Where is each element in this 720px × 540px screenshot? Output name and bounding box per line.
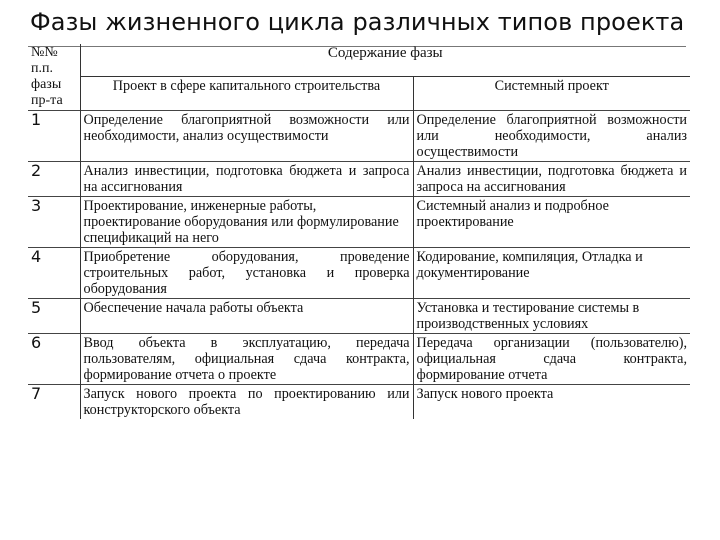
phase-number: 4 bbox=[28, 248, 80, 299]
table-row bbox=[28, 248, 690, 299]
phase-number: 2 bbox=[28, 162, 80, 197]
system-phase-cell: Передача организации (пользователю), официальная сдача контракта, формирование отчета bbox=[413, 334, 690, 385]
table-row bbox=[28, 197, 690, 248]
capital-phase-cell: Определение благоприятной возможности или необходимости, анализ осуществимости bbox=[80, 111, 413, 162]
phase-number: 6 bbox=[28, 334, 80, 385]
table-row bbox=[28, 385, 690, 420]
capital-phase-cell: Ввод объекта в эксплуатацию, передача пользователям, официальная сдача контракта, формирование отчета о проекте bbox=[80, 334, 413, 385]
table-row bbox=[28, 299, 690, 334]
phase-number-header-line: п.п. bbox=[31, 61, 53, 76]
phase-number-header-line: фазы bbox=[31, 77, 62, 92]
phase-number-header bbox=[28, 44, 80, 111]
table-row bbox=[28, 334, 690, 385]
system-project-header: Системный проект bbox=[494, 78, 609, 95]
table-subheader-row bbox=[28, 77, 690, 111]
system-phase-cell: Кодирование, компиляция, Отладка и документирование bbox=[413, 248, 690, 299]
capital-construction-header: Проект в сфере капитального строительства bbox=[80, 77, 413, 111]
phase-number-header-line: пр-та bbox=[31, 93, 63, 108]
slide-title: Фазы жизненного цикла различных типов проекта bbox=[30, 8, 685, 36]
lifecycle-phases-table bbox=[28, 44, 690, 419]
capital-phase-cell: Запуск нового проекта по проектированию или конструкторского объекта bbox=[80, 385, 413, 420]
phase-number: 1 bbox=[28, 111, 80, 162]
capital-phase-cell: Проектирование, инженерные работы, проектирование оборудования или формулирование спецификаций на него bbox=[80, 197, 413, 248]
table-row bbox=[28, 162, 690, 197]
system-phase-cell: Системный анализ и подробное проектирование bbox=[413, 197, 690, 248]
capital-phase-cell: Анализ инвестиции, подготовка бюджета и запроса на ассигнования bbox=[80, 162, 413, 197]
phase-number: 3 bbox=[28, 197, 80, 248]
phase-number: 5 bbox=[28, 299, 80, 334]
table-header-row bbox=[28, 44, 690, 77]
system-phase-cell: Запуск нового проекта bbox=[413, 385, 690, 420]
table-row bbox=[28, 111, 690, 162]
phase-number: 7 bbox=[28, 385, 80, 420]
system-phase-cell: Анализ инвестиции, подготовка бюджета и запроса на ассигнования bbox=[413, 162, 690, 197]
phase-number-header-line: №№ bbox=[31, 45, 58, 60]
phase-content-header: Содержание фазы bbox=[80, 44, 690, 77]
capital-phase-cell: Приобретение оборудования, проведение строительных работ, установка и проверка оборудования bbox=[80, 248, 413, 299]
capital-phase-cell: Обеспечение начала работы объекта bbox=[80, 299, 413, 334]
system-phase-cell: Установка и тестирование системы в производственных условиях bbox=[413, 299, 690, 334]
system-phase-cell: Определение благоприятной возможности или необходимости, анализ осуществимости bbox=[413, 111, 690, 162]
